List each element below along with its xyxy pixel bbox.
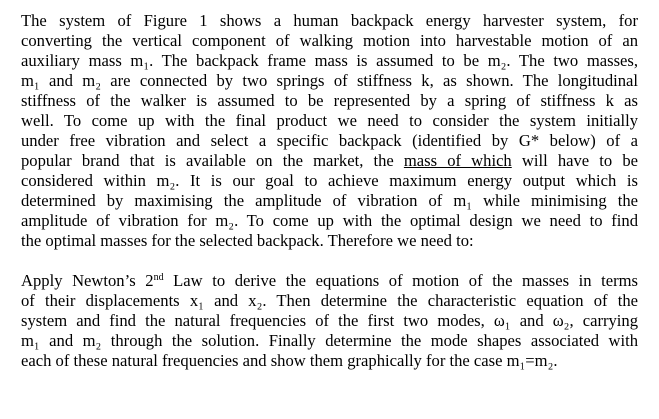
paragraph-1	[21, 11, 638, 251]
text-line: system and find the natural frequencies of the first two modes, ω₁ and ω₂, carrying	[21, 311, 638, 330]
underlined-phrase: mass of which	[403, 151, 512, 170]
text-line	[21, 151, 638, 171]
text-segment: popular brand that is available on the market, the	[21, 151, 404, 170]
text-line	[21, 271, 638, 291]
text-line: converting the vertical component of walking motion into harvestable motion of an	[21, 31, 638, 50]
text-segment: Apply Newton’s 2	[21, 271, 154, 290]
text-line: under free vibration and select a specific backpack (identified by G* below) of a	[21, 131, 638, 150]
superscript: nd	[153, 272, 164, 283]
text-segment: Law to derive the equations of motion of the masses in terms	[163, 271, 638, 290]
text-line: each of these natural frequencies and show them graphically for the case m₁=m₂.	[21, 351, 558, 370]
text-line: determined by maximising the amplitude of vibration of m₁ while minimising the	[21, 191, 638, 210]
text-segment: will have to be	[511, 151, 638, 170]
text-line: auxiliary mass m₁. The backpack frame mass is assumed to be m₂. The two masses,	[21, 51, 638, 70]
text-line: well. To come up with the final product we need to consider the system initially	[21, 111, 638, 130]
text-line: of their displacements x₁ and x₂. Then determine the characteristic equation of the	[21, 291, 638, 310]
text-line: amplitude of vibration for m₂. To come up with the optimal design we need to find	[21, 211, 638, 230]
text-line: stiffness of the walker is assumed to be represented by a spring of stiffness k as	[21, 91, 638, 110]
text-line: the optimal masses for the selected backpack. Therefore we need to:	[21, 231, 474, 250]
text-line: considered within m₂. It is our goal to achieve maximum energy output which is	[21, 171, 638, 190]
text-line: m₁ and m₂ are connected by two springs of stiffness k, as shown. The longitudinal	[21, 71, 638, 90]
text-line: The system of Figure 1 shows a human backpack energy harvester system, for	[21, 11, 638, 30]
text-line: m₁ and m₂ through the solution. Finally determine the mode shapes associated with	[21, 331, 638, 350]
paragraph-2	[21, 271, 638, 371]
document-page	[21, 11, 638, 371]
